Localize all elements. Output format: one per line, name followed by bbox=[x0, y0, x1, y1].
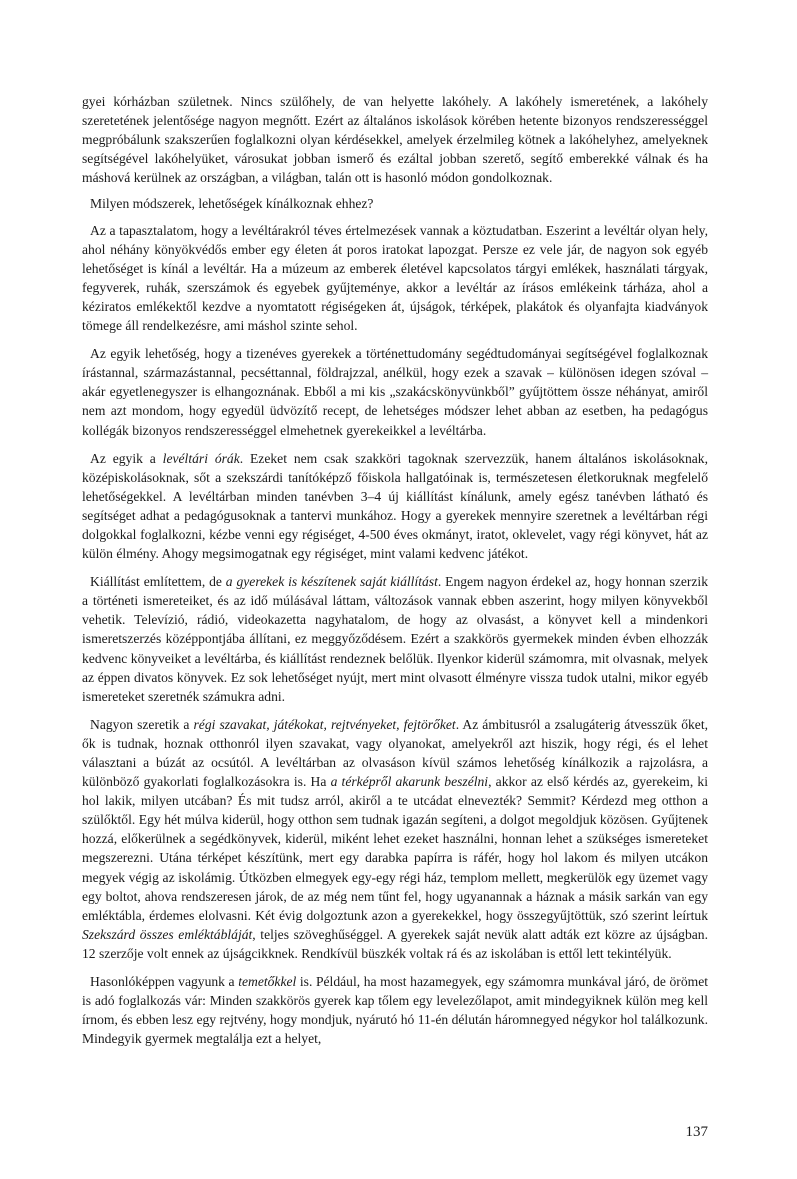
paragraph bbox=[82, 572, 708, 706]
italic-phrase: a gyerekek is készítenek saját kiállítást bbox=[225, 574, 438, 590]
text-run: Az egyik lehetőség, hogy a tizenéves gyerekek a történettudomány segédtudományai segítségével foglalkoznak írástannal, származástannal, pecséttannal, földrajzzal, anélkül, hogy ezek a szavak – különösen idegen szóval – akár egyetlenegyszer is elhangoznának. Ebből a mi kis „szakácskönyvünkből” gyűjtöttem össze néhányat, amiről nem azt mondom, hogy egyedül üdvözítő recept, de lehetséges módszer lehet abban az esetben, ha pedagógus kollégák bizonyos rendszerességgel elmehetnek gyerekeikkel a levéltárba. bbox=[82, 346, 708, 438]
paragraph bbox=[82, 972, 708, 1048]
paragraph bbox=[82, 715, 708, 963]
paragraph bbox=[82, 92, 708, 187]
text-run: . Ezeket nem csak szakköri tagoknak szervezzük, hanem általános iskolásoknak, középiskolásoknak, sőt a szekszárdi tanítóképző főiskola hallgatóinak is, természetesen életkoruknak megfelelő lehetőségekkel. A levéltárban minden tanévben 3–4 új kiállítást kínálunk, amely egész tanévben látható és segítséget adhat a pedagógusoknak a tantervi munkához. Hogy a gyerekek mennyire szeretnek a levéltárban régi dolgokkal foglalkozni, kézbe venni egy régiséget, 4-500 éves okmányt, iratot, oklevelet, vagy régi könyvet, hát az külön élmény. Ahogy megsimogatnak egy régiséget, mint valami kedvenc játékot. bbox=[82, 450, 708, 562]
paragraph bbox=[82, 221, 708, 336]
italic-phrase: temetőkkel bbox=[238, 974, 297, 990]
text-run: Kiállítást említettem, de bbox=[90, 574, 226, 590]
text-run: gyei kórházban születnek. Nincs szülőhely, de van helyette lakóhely. A lakóhely ismeretének, a lakóhely szeretetének jelentősége nagyon megnőtt. Ezért az általános iskolások körében hetente bizonyos rendszerességgel megpróbálunk szakszerűen foglalkozni olyan kérdésekkel, amelyek érzelmileg kötnek a lakóhelyhez, amelyeknek segítségével lakóhelyüket, városukat jobban ismerő és ezáltal jobban szerető, segítő emberekké válnak és ha máshová kerülnek az országban, a világban, talán ott is hasonló módon gondolkoznak. bbox=[82, 94, 708, 186]
paragraph bbox=[82, 449, 708, 564]
text-run: Nagyon szeretik a bbox=[90, 716, 194, 732]
italic-phrase: Szekszárd összes emléktábláját bbox=[82, 926, 253, 942]
italic-phrase: a térképről akarunk beszélni bbox=[330, 774, 489, 790]
text-run: Milyen módszerek, lehetőségek kínálkoznak ehhez? bbox=[90, 196, 374, 212]
text-run: Az a tapasztalatom, hogy a levéltárakról téves értelmezések vannak a köztudatban. Eszerint a levéltár olyan hely, ahol néhány könyökvédős ember egy életen át poros iratokat lapozgat. Persze ez vele jár, de nagyon sok egyéb lehetőséget is kínál a levéltár. Ha a múzeum az emberek életével kapcsolatos tárgyi emlékek, használati tárgyak, fegyverek, ruhák, szerszámok és egyebek gyűjteménye, akkor a levéltár az írásos emlékeink tárháza, ahol a kéziratos emlékektől kezdve a nyomtatott régiségeken át, újságok, térképek, plakátok és olyanfajta kiadványok tömege áll rendelkezésre, ami máshol szinte sehol. bbox=[82, 222, 708, 334]
paragraph bbox=[82, 344, 708, 439]
italic-phrase: levéltári órák bbox=[162, 450, 240, 466]
text-run: is. Például, ha most hazamegyek, egy számomra munkával járó, de örömet is adó foglalkozás vár: Minden szakkörös gyerek kap tőlem egy levelezőlapot, amit mindegyiknek külön meg kell írnom, és ebben lesz egy rejtvény, hogy mondjuk, nyárutó hó 11-én délután háromnegyed négykor hol találkozunk. Mindegyik gyermek megtalálja ezt a helyet, bbox=[82, 974, 709, 1047]
text-run: , teljes szöveghűséggel. A gyerekek saját nevük alatt adták ezt közre az újságban. 12 szerzője volt ennek az újságcikknek. Rendkívül büszkék voltak rá és az iskolában is ettől lett tekintélyük. bbox=[82, 926, 708, 961]
text-run: Hasonlóképpen vagyunk a bbox=[90, 974, 239, 990]
text-run: , akkor az első kérdés az, gyerekeim, ki hol lakik, milyen utcában? És mit tudsz arról, akiről a te utcádat elnevezték? Semmit? Kérdezd meg otthon a szülőktől. Egy hét múlva kiderül, hogy otthon sem tudnak igazán segíteni, a dolgot megoldjuk közösen. Gyűjtenek hozzá, előkerülnek a segédkönyvek, kiderül, miként lehet ezeket használni, honnan lehet a szükséges ismereteket megszerezni. Utána térképet készítünk, mert egy darabka papírra is ráfér, hogy hol lakom és milyen utcákon megyek végig az iskolámig. Útközben elmegyek egy-egy régi ház, templom mellett, megkerülök egy üzemet vagy egy boltot, ahova rendszeresen járok, de az még nem tűnt fel, hogy ugyanannak a háznak a másik sarkán van egy emléktábla, érdemes elolvasni. Két évig dolgoztunk azon a gyerekekkel, hogy összegyűjtöttük, szó szerint leírtuk bbox=[82, 774, 708, 923]
text-run: . Engem nagyon érdekel az, hogy honnan szerzik a történeti ismereteiket, és az idő múlásával láttam, változások vannak ebben aszerint, hogy milyen könyvekből vehetik. Televízió, rádió, videokazetta nagyhatalom, de hogy az olvasást, a könyvet kell a mindenkori ismeretszerzés középpontjába állítani, ez meggyőződésem. Ezért a szakkörös gyermekek minden évben elhozzák kedvenc könyveiket a levéltárba, és kiállítást rendeznek belőlük. Ilyenkor kiderül számomra, mit olvasnak, melyek az éppen divatos könyvek. Ez sok lehetőséget nyújt, mert mint olvasott élményre vissza tudok utalni, mikor egyéb ismereteket szeretnék számukra adni. bbox=[82, 574, 708, 704]
body-text bbox=[82, 92, 708, 1055]
text-run: . Az ámbitusról a zsalugáterig átvesszük őket, ők is tudnak, hoznak otthonról ilyen szavakat, vagy olyanokat, amelyekről azt hiszik, hogy régi, és el lehet választani a búzát az ocsútól. A levéltárban az olvasáson kívül számos lehetőség kínálkozik a rajzolásra, a különböző gyakorlati foglalkozásokra is. Ha bbox=[82, 716, 708, 790]
italic-phrase: régi szavakat, játékokat, rejtvényeket, fejtörőket bbox=[193, 716, 456, 732]
paragraph bbox=[82, 194, 708, 213]
page-number: 137 bbox=[685, 1124, 708, 1140]
text-run: Az egyik a bbox=[90, 450, 163, 466]
